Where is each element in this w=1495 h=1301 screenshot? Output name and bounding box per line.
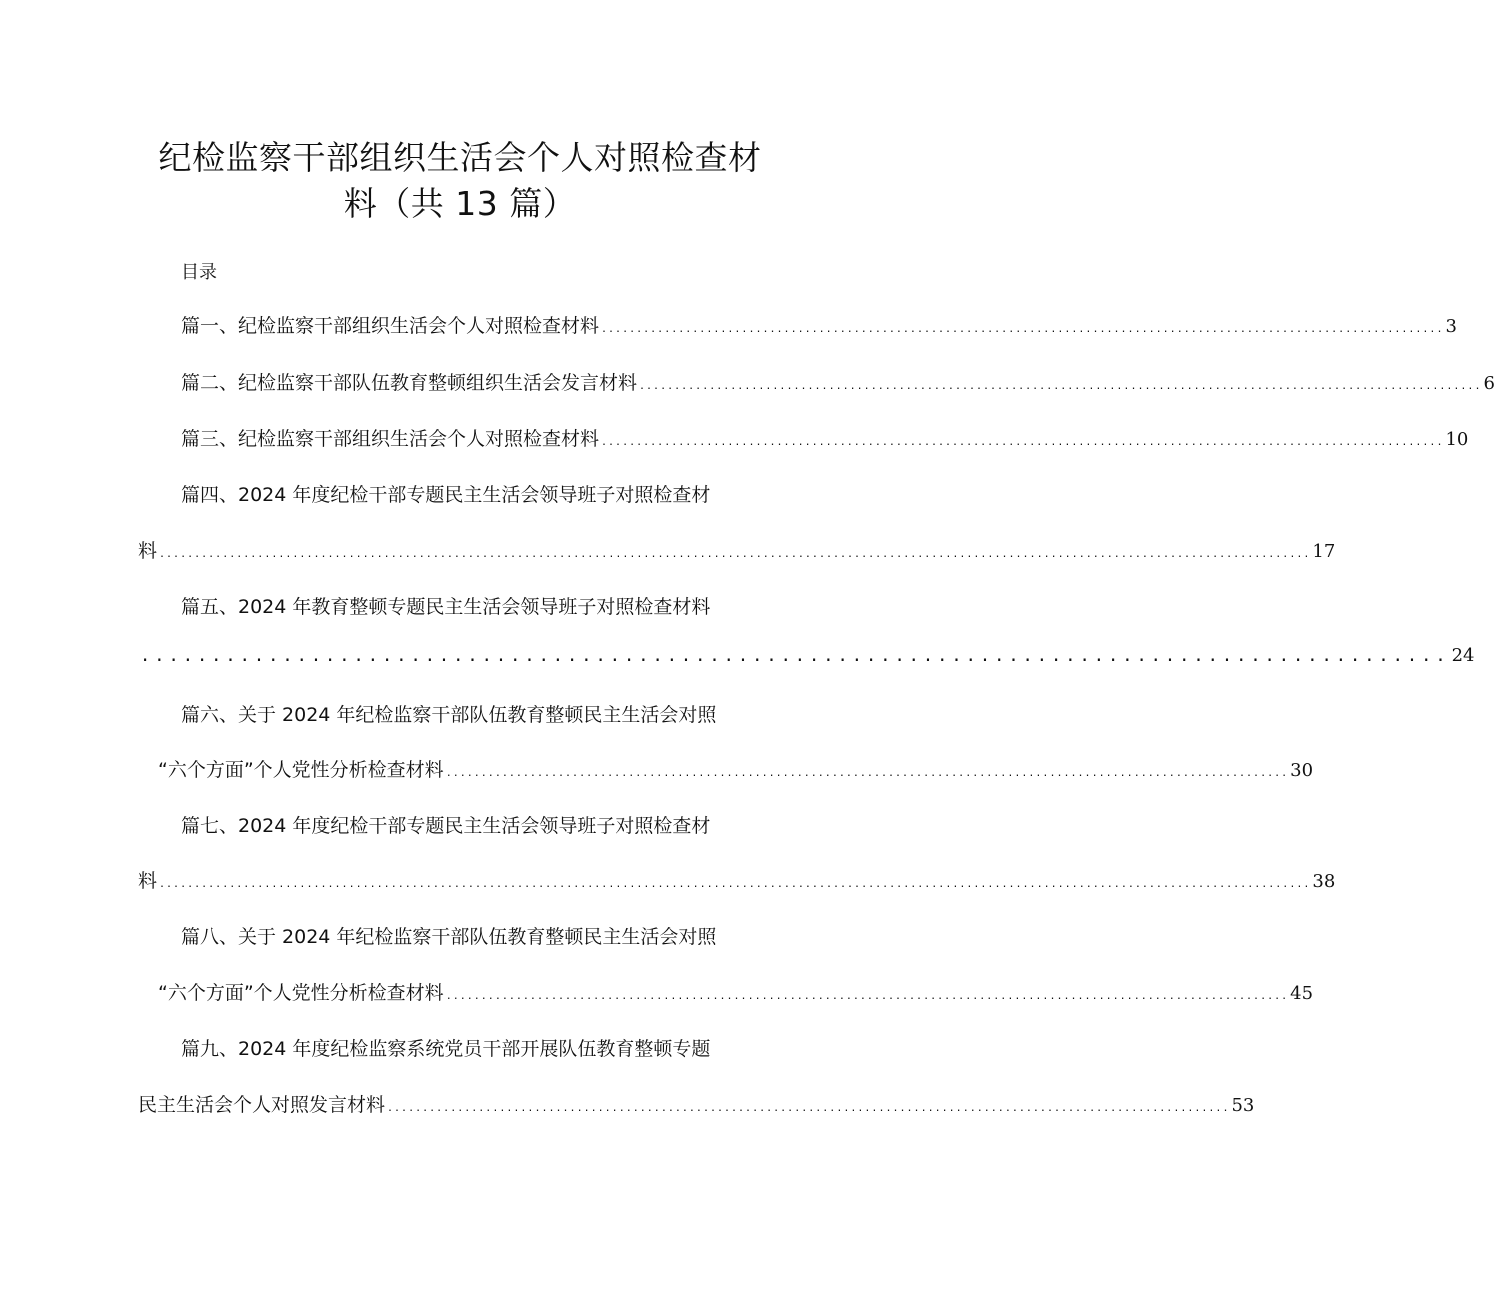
leader-dots: .................................................................................................................................................................... (159, 549, 1311, 560)
leader-dots: ............................................................................................ (140, 646, 1450, 666)
title-line-2: 料（共 13 篇） (343, 184, 577, 223)
leader-dots: ........................................................................................................................ (601, 437, 1444, 448)
toc-entry-5-line-1[interactable] (181, 592, 777, 620)
toc-entry-3[interactable] (181, 424, 1469, 452)
toc-page-number: 45 (1290, 983, 1314, 1004)
toc-entry-text: 篇二、纪检监察干部队伍教育整顿组织生活会发言材料 (181, 372, 638, 394)
toc-entry-7-line-2[interactable] (138, 866, 1336, 894)
toc-entry-9-line-2[interactable] (138, 1090, 1255, 1118)
toc-entry-text: 料 (138, 870, 158, 892)
toc-page-number: 30 (1290, 760, 1314, 781)
toc-entry-text: 篇八、关于 2024 年纪检监察干部队伍教育整顿民主生活会对照 (181, 926, 717, 948)
toc-entry-6-line-2[interactable] (158, 755, 1314, 783)
toc-entry-text: 篇一、纪检监察干部组织生活会个人对照检查材料 (181, 315, 600, 337)
toc-entry-text: 篇四、2024 年度纪检干部专题民主生活会领导班子对照检查材 (181, 484, 711, 506)
leader-dots: ........................................................................................................................ (639, 381, 1482, 392)
toc-entry-7-line-1[interactable] (181, 811, 777, 839)
leader-dots: ........................................................................................................................ (445, 991, 1289, 1002)
toc-entry-text: “六个方面”个人党性分析检查材料 (158, 982, 444, 1004)
toc-entry-text: 篇六、关于 2024 年纪检监察干部队伍教育整顿民主生活会对照 (181, 704, 717, 726)
toc-page-number: 38 (1312, 871, 1336, 892)
toc-page-number: 10 (1445, 429, 1469, 450)
toc-page-number: 6 (1483, 373, 1495, 394)
toc-entry-text: 民主生活会个人对照发言材料 (138, 1094, 386, 1116)
toc-entry-text: “六个方面”个人党性分析检查材料 (158, 759, 444, 781)
toc-entry-6-line-1[interactable] (181, 700, 777, 728)
leader-dots: ........................................................................................................................ (601, 324, 1444, 335)
title-line-1: 纪检监察干部组织生活会个人对照检查材 (158, 138, 762, 177)
leader-dots: ........................................................................................................................ (387, 1103, 1230, 1114)
toc-page-number: 24 (1451, 645, 1475, 666)
toc-entry-text: 篇七、2024 年度纪检干部专题民主生活会领导班子对照检查材 (181, 815, 711, 837)
toc-entry-4-line-1[interactable] (181, 480, 777, 508)
toc-entry-text: 篇三、纪检监察干部组织生活会个人对照检查材料 (181, 428, 600, 450)
toc-entry-text: 篇九、2024 年度纪检监察系统党员干部开展队伍教育整顿专题 (181, 1038, 711, 1060)
toc-entry-8-line-1[interactable] (181, 922, 777, 950)
leader-dots: .................................................................................................................................................................... (159, 879, 1311, 890)
toc-page-number: 17 (1312, 541, 1336, 562)
toc-entry-text: 料 (138, 540, 158, 562)
toc-entry-1[interactable] (181, 311, 1457, 339)
toc-entry-8-line-2[interactable] (158, 978, 1314, 1006)
toc-entry-5-line-2[interactable] (138, 645, 1475, 673)
toc-page-number: 3 (1445, 316, 1457, 337)
toc-entry-4-line-2[interactable] (138, 536, 1336, 564)
toc-entry-2[interactable] (181, 368, 1495, 396)
leader-dots: ........................................................................................................................ (445, 768, 1289, 779)
toc-entry-text: 篇五、2024 年教育整顿专题民主生活会领导班子对照检查材料 (181, 596, 711, 618)
toc-label: 目录 (181, 262, 217, 283)
toc-entry-9-line-1[interactable] (181, 1034, 777, 1062)
toc-page-number: 53 (1231, 1095, 1255, 1116)
